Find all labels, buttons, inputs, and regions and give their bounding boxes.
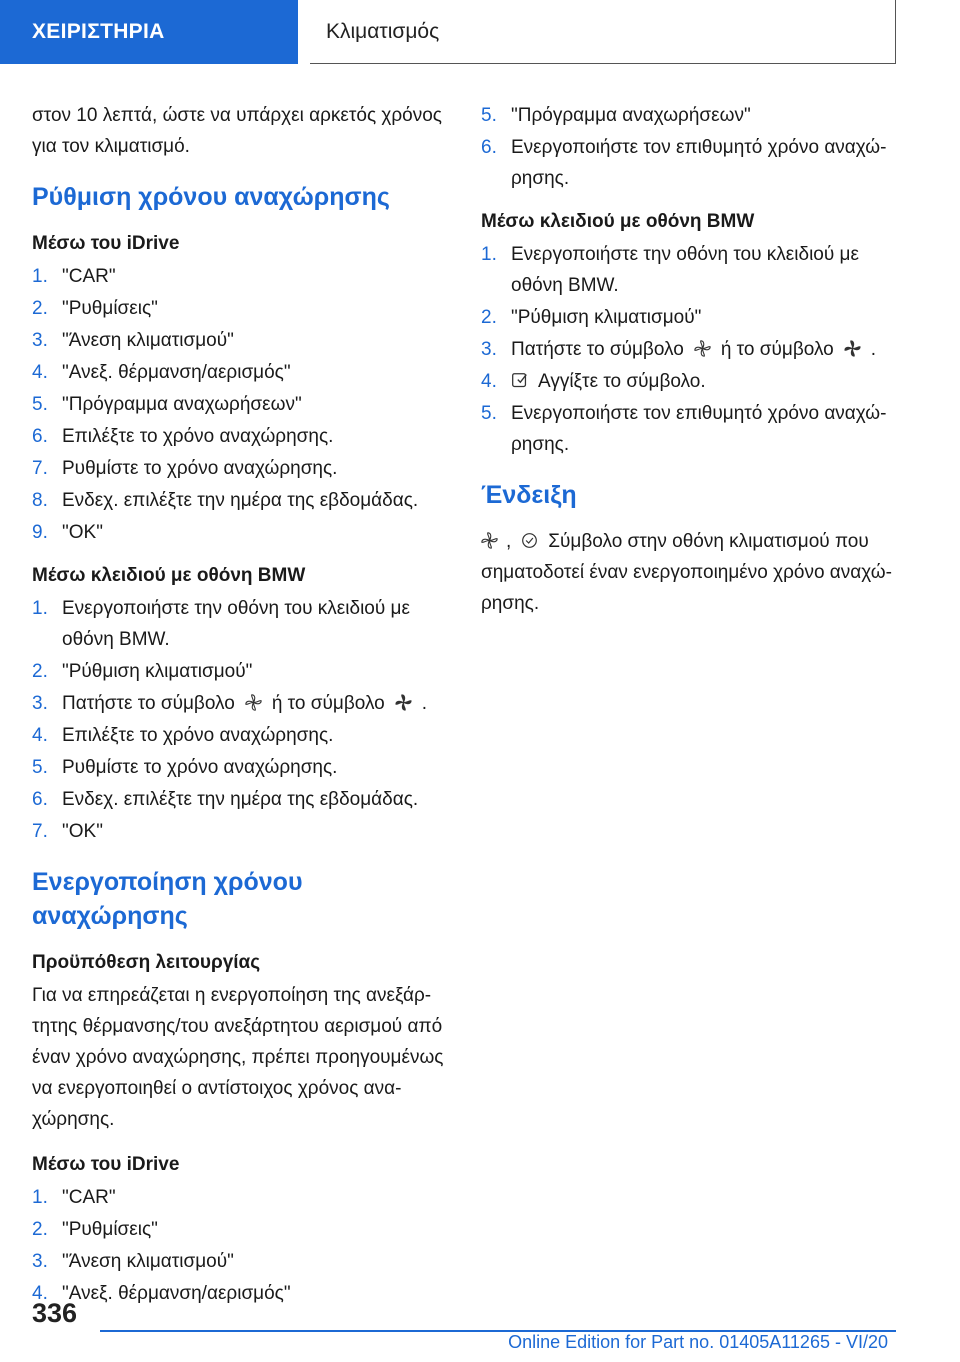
list-item: 9. "OK" xyxy=(32,522,103,543)
page-number: 336 xyxy=(32,1298,78,1328)
fan-icon xyxy=(481,532,498,549)
heading-set-departure: Ρύθμιση χρόνου αναχώρησης xyxy=(32,183,390,211)
display-paragraph: , Σύμβολο στην οθόνη κλιματισμού που σηματοδοτεί έναν ενεργοποιημένο χρόνο αναχώρησης. xyxy=(481,531,892,614)
fan-icon xyxy=(245,694,262,711)
list-item: 5. "Πρόγραμμα αναχωρήσεων" xyxy=(481,105,751,126)
subheading-key: Μέσω κλειδιού με οθόνη BMW xyxy=(32,565,306,586)
list-item: 3. Πατήστε το σύμβολο ή το σύμβολο . xyxy=(481,339,877,360)
list-item: 6. Ενεργοποιήστε τον επιθυμητό χρόνο αναχώρησης. xyxy=(481,137,887,189)
idrive-steps-list xyxy=(32,261,452,548)
heading-activate-departure: Ενεργοποίηση χρόνου αναχώρησης xyxy=(32,868,303,930)
list-item: 6. Ενδεχ. επιλέξτε την ημέρα της εβδομάδας. xyxy=(32,789,419,810)
list-item: 5. "Πρόγραμμα αναχωρήσεων" xyxy=(32,394,302,415)
edition-note: Online Edition for Part no. 01405A11265 - VI/20 xyxy=(508,1332,888,1352)
list-item: 3. Πατήστε το σύμβολο ή το σύμβολο . xyxy=(32,693,428,714)
heading-display: Ένδειξη xyxy=(481,481,577,509)
list-item: 5. Ενεργοποιήστε τον επιθυμητό χρόνο αναχώρησης. xyxy=(481,403,887,455)
list-item: 8. Ενδεχ. επιλέξτε την ημέρα της εβδομάδας. xyxy=(32,490,419,511)
list-item: 2. "Ρυθμίσεις" xyxy=(32,1219,158,1240)
list-item: 7. Ρυθμίστε το χρόνο αναχώρησης. xyxy=(32,458,338,479)
list-item: 3. "Άνεση κλιματισμού" xyxy=(32,1251,234,1272)
intro-paragraph: στον 10 λεπτά, ώστε να υπάρχει αρκετός χρόνος για τον κλιματισμό. xyxy=(32,105,442,157)
continued-steps-list xyxy=(481,100,901,194)
subheading-idrive: Μέσω του iDrive xyxy=(32,233,180,254)
list-item: 3. "Άνεση κλιματισμού" xyxy=(32,330,234,351)
right-column xyxy=(481,100,901,633)
list-item: 4. Αγγίξτε το σύμβολο. xyxy=(481,371,706,392)
key-steps-list xyxy=(32,593,452,847)
subheading-idrive-2: Μέσω του iDrive xyxy=(32,1154,180,1175)
list-item: 2. "Ρύθμιση κλιματισμού" xyxy=(32,661,253,682)
list-item: 2. "Ρύθμιση κλιματισμού" xyxy=(481,307,702,328)
key2-steps-list xyxy=(481,239,901,460)
list-item: 2. "Ρυθμίσεις" xyxy=(32,298,158,319)
list-item: 1. Ενεργοποιήστε την οθόνη του κλειδιού με οθόνη BMW. xyxy=(481,244,859,296)
section-tab[interactable]: ΧΕΙΡΙΣΤΗΡΙΑ xyxy=(0,0,298,64)
chapter-title: Κλιματισμός xyxy=(310,0,896,64)
list-item: 1. "CAR" xyxy=(32,1187,116,1208)
fan-icon xyxy=(694,340,711,357)
list-item: 4. "Ανεξ. θέρμανση/αερισμός" xyxy=(32,362,291,383)
list-item: 4. Επιλέξτε το χρόνο αναχώρησης. xyxy=(32,725,334,746)
left-column xyxy=(32,100,452,1319)
list-item: 5. Ρυθμίστε το χρόνο αναχώρησης. xyxy=(32,757,338,778)
fan-filled-icon xyxy=(844,340,861,357)
list-item: 7. "OK" xyxy=(32,821,103,842)
list-item: 1. Ενεργοποιήστε την οθόνη του κλειδιού με οθόνη BMW. xyxy=(32,598,410,650)
list-item: 4. "Ανεξ. θέρμανση/αερισμός" xyxy=(32,1283,291,1304)
idrive2-steps-list xyxy=(32,1182,452,1309)
subheading-key-2: Μέσω κλειδιού με οθόνη BMW xyxy=(481,211,755,232)
clock-check-icon xyxy=(521,532,538,549)
checkbox-icon xyxy=(511,372,528,389)
subheading-prerequisite: Προϋπόθεση λειτουργίας xyxy=(32,952,261,973)
list-item: 6. Επιλέξτε το χρόνο αναχώρησης. xyxy=(32,426,334,447)
page-header xyxy=(0,0,960,66)
prerequisite-paragraph: Για να επηρεάζεται η ενεργοποίηση της ανεξάρτητης θέρμανσης/του ανεξάρτητου αερισμού από έναν χρόνο αναχώρησης, πρέπει προηγουμένως να ενεργοποιηθεί ο αντίστοιχος χρόνος αναχώρησης. xyxy=(32,985,444,1130)
list-item: 1. "CAR" xyxy=(32,266,116,287)
fan-filled-icon xyxy=(395,694,412,711)
